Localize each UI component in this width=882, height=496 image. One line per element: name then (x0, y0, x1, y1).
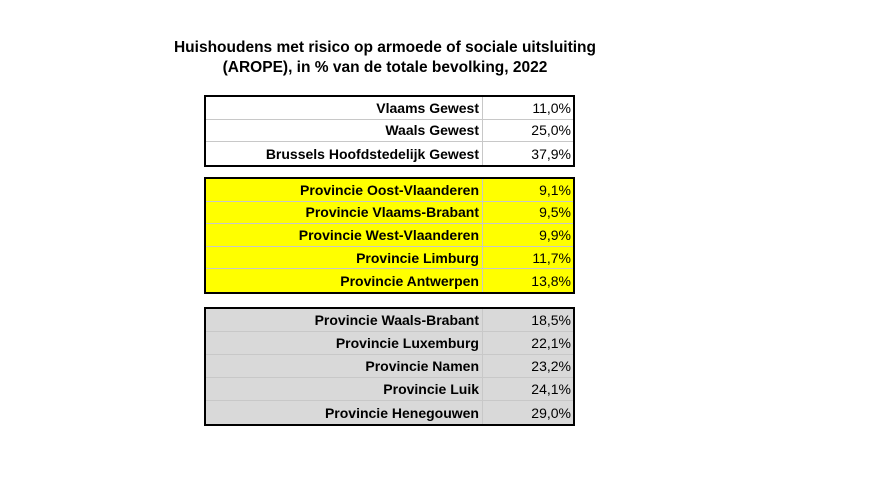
row-label: Provincie Namen (206, 355, 483, 377)
row-label: Provincie Henegouwen (206, 401, 483, 424)
row-value: 25,0% (531, 122, 571, 139)
row-label: Waals Gewest (206, 120, 483, 142)
row-value: 23,2% (531, 358, 571, 374)
table-row (206, 378, 573, 401)
table-row (206, 309, 573, 332)
row-value: 9,1% (539, 181, 571, 198)
row-value: 11,7% (532, 249, 571, 266)
table-row (206, 247, 573, 270)
row-value: 37,9% (531, 145, 571, 162)
table-row (206, 224, 573, 247)
row-value: 11,0% (532, 99, 571, 116)
row-value: 18,5% (531, 312, 571, 328)
row-value: 24,1% (531, 381, 571, 397)
row-label: Brussels Hoofdstedelijk Gewest (206, 142, 483, 165)
row-label: Provincie Oost-Vlaanderen (206, 179, 483, 201)
row-value: 9,5% (539, 204, 571, 221)
title-line-1: Huishoudens met risico op armoede of sociale uitsluiting (173, 39, 596, 56)
row-label: Provincie Luik (206, 378, 483, 400)
row-label: Provincie West-Vlaanderen (206, 224, 483, 246)
table-row (206, 355, 573, 378)
title-line-2: (AROPE), in % van de totale bevolking, 2022 (222, 59, 548, 76)
row-label: Provincie Limburg (206, 247, 483, 269)
row-label: Provincie Waals-Brabant (206, 309, 483, 331)
table-row (206, 202, 573, 225)
table-group-walloon-provinces (204, 307, 575, 426)
row-value: 29,0% (531, 404, 571, 421)
table-row (206, 142, 573, 165)
row-label: Provincie Antwerpen (206, 269, 483, 292)
chart-title (150, 38, 620, 78)
table-group-regions (204, 95, 575, 167)
row-value: 13,8% (531, 272, 571, 289)
table-row (206, 269, 573, 292)
table-row (206, 120, 573, 143)
table-row (206, 97, 573, 120)
table-row (206, 401, 573, 424)
table-row (206, 179, 573, 202)
row-value: 9,9% (539, 226, 571, 243)
row-label: Provincie Luxemburg (206, 332, 483, 354)
row-label: Provincie Vlaams-Brabant (206, 202, 483, 224)
table-row (206, 332, 573, 355)
row-value: 22,1% (531, 335, 571, 351)
table-group-flemish-provinces (204, 177, 575, 294)
row-label: Vlaams Gewest (206, 97, 483, 119)
